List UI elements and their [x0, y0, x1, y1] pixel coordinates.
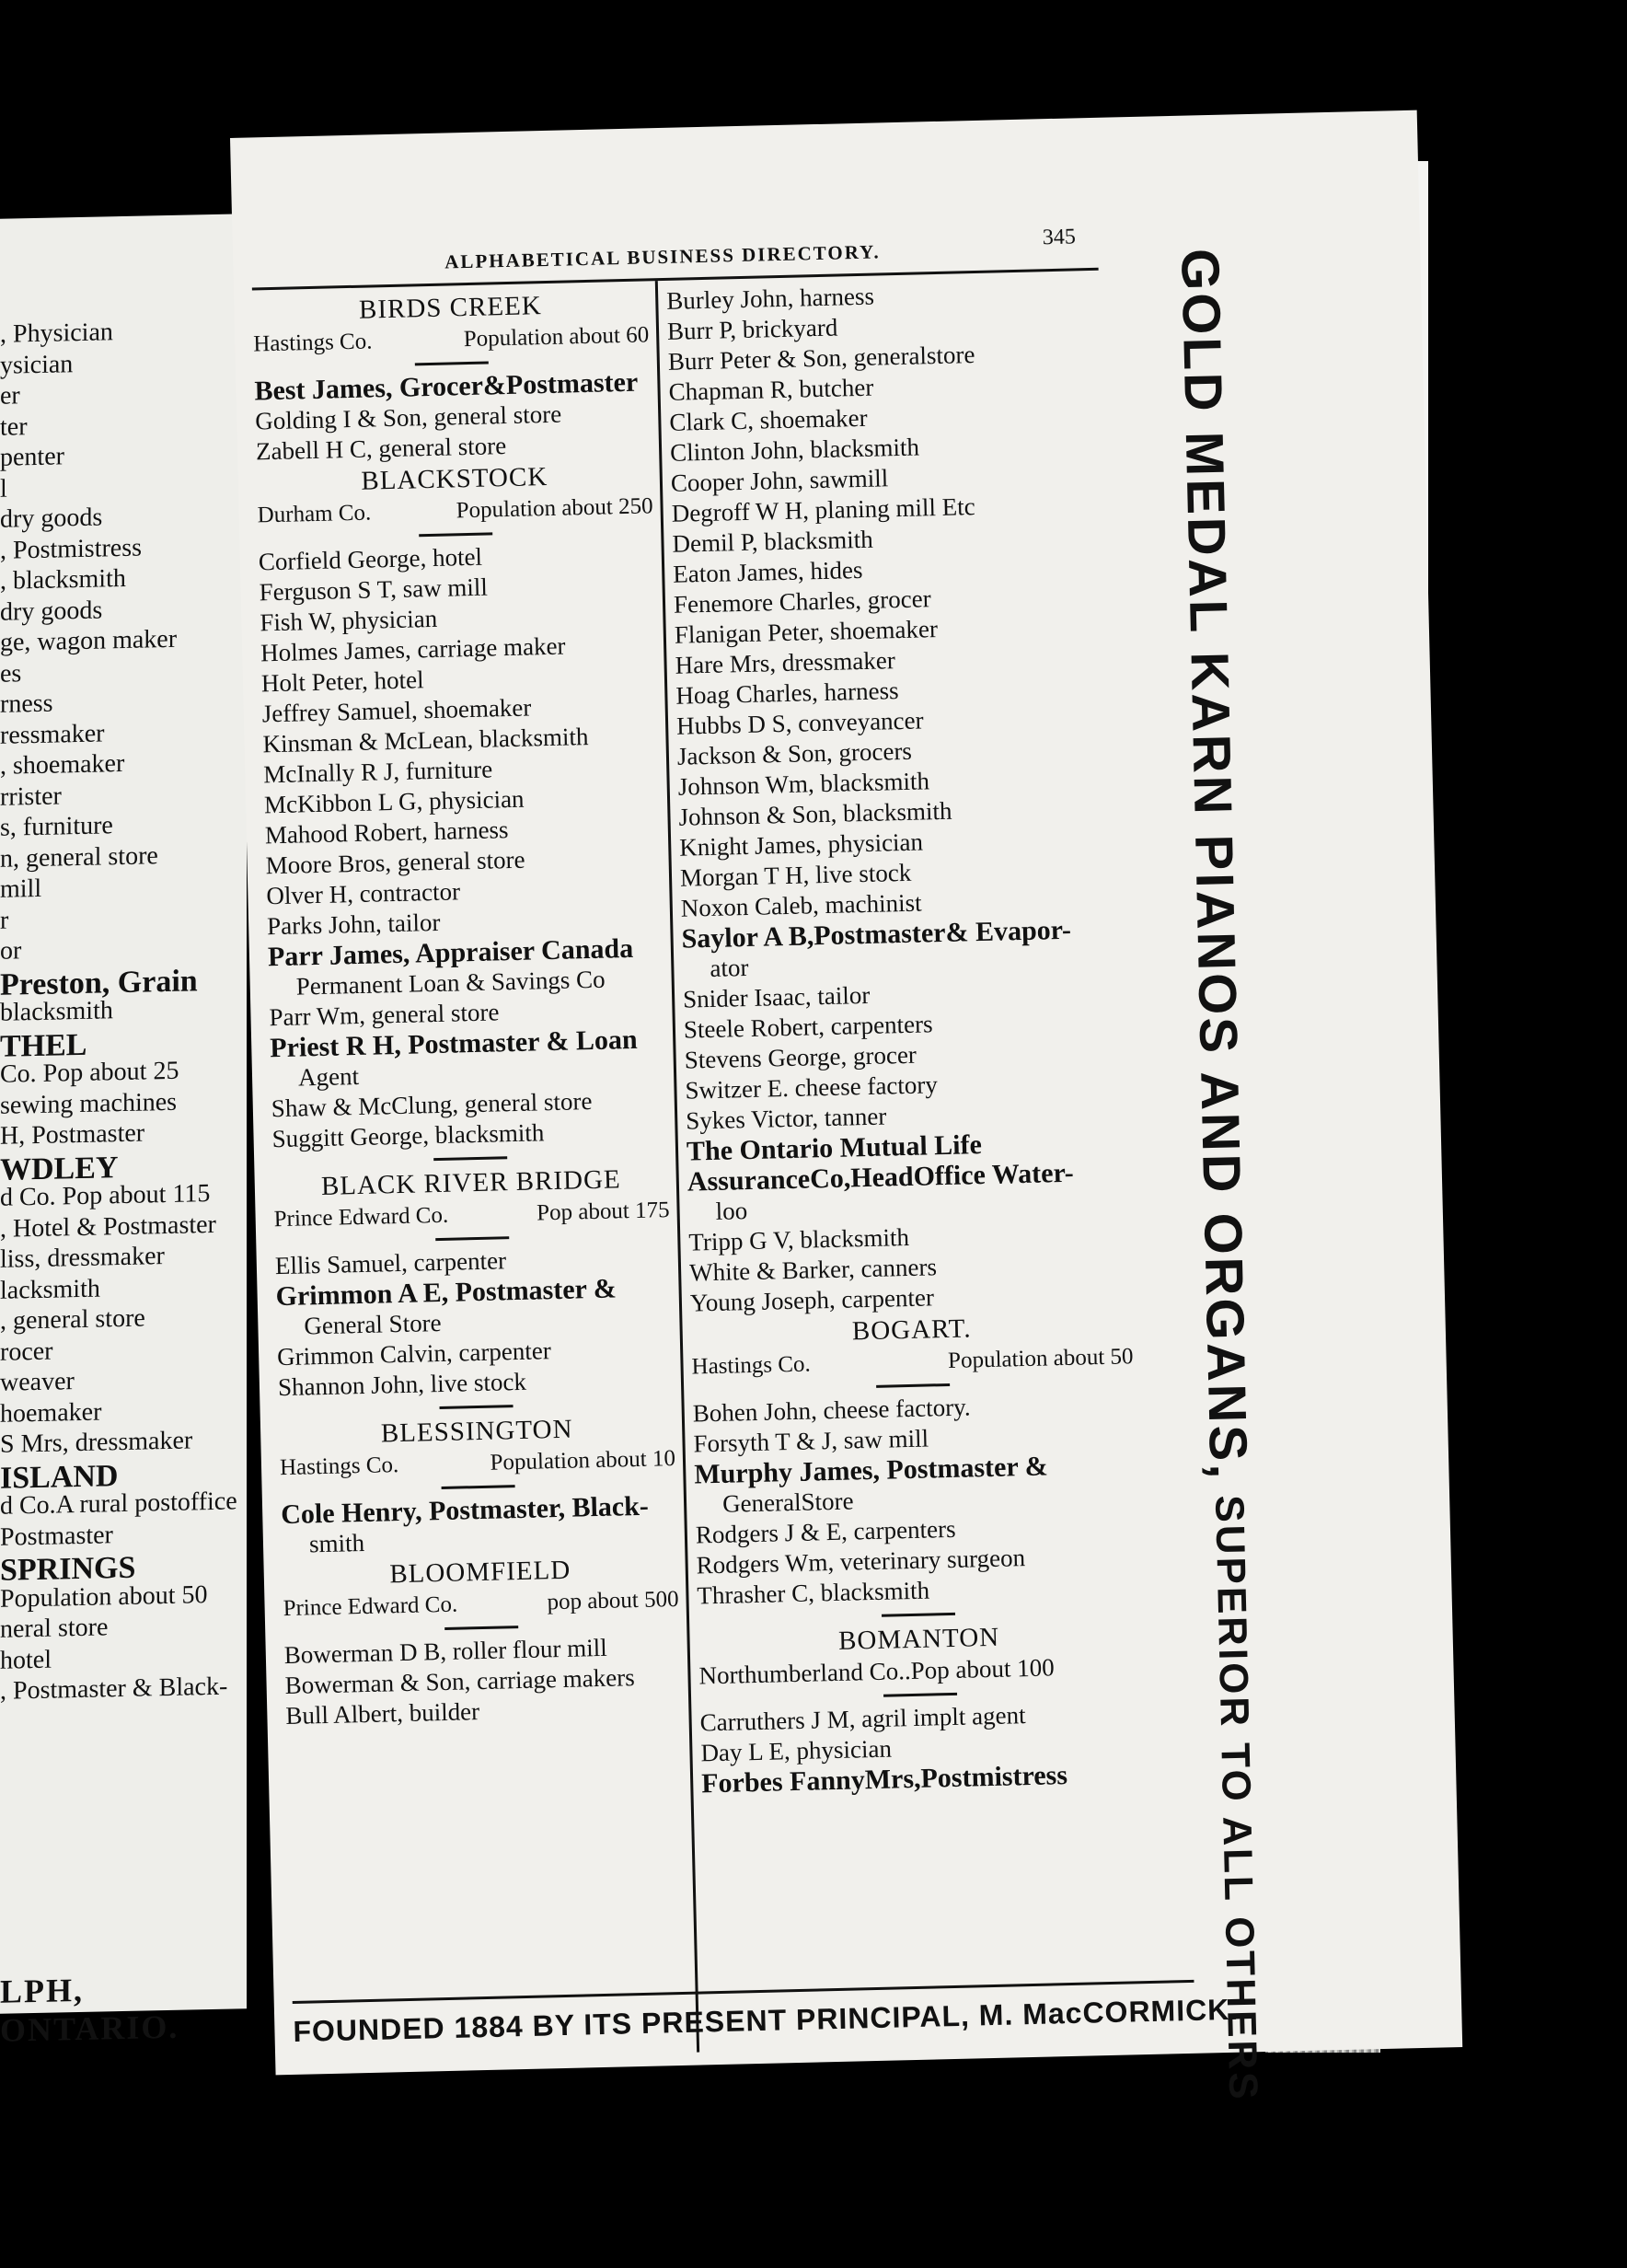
directory-page [230, 110, 1462, 2103]
directory-listing: Knight James, physician [678, 827, 924, 862]
directory-listing: Ferguson S T, saw mill [259, 573, 489, 607]
left-page-fragment [0, 214, 247, 2049]
directory-listing: Carruthers J M, agril implt agent [699, 1701, 1026, 1737]
directory-listing: Steele Robert, carpenters [683, 1010, 933, 1044]
left-page-line: r [0, 906, 9, 935]
listing-continuation: Agent [297, 1061, 360, 1092]
directory-listing: Sykes Victor, tanner [685, 1102, 887, 1135]
directory-listing: Morgan T H, live stock [679, 858, 912, 892]
directory-listing: Cole Henry, Postmaster, Black- [280, 1490, 650, 1531]
left-page-line: l [0, 474, 7, 503]
county-name: Hastings Co. [279, 1452, 399, 1481]
county-name: Hastings Co. [252, 329, 373, 357]
directory-listing: Olver H, contractor [266, 877, 461, 910]
directory-listing: Parr James, Appraiser Canada [267, 932, 634, 973]
directory-listing: Hoag Charles, harness [675, 677, 899, 710]
directory-listing: Snider Isaac, tailor [682, 980, 871, 1013]
directory-listing: Bohen John, cheese factory. [692, 1393, 971, 1428]
directory-listing: Thrasher C, blacksmith [697, 1576, 930, 1610]
page-header: ALPHABETICAL BUSINESS DIRECTORY. [444, 240, 881, 273]
directory-listing: Bowerman D B, roller flour mill [283, 1633, 608, 1670]
directory-listing: Burley John, harness [665, 282, 875, 315]
directory-listing: The Ontario Mutual Life [686, 1129, 983, 1167]
left-page-line: Population about 50 [0, 1580, 208, 1614]
directory-listing: Fenemore Charles, grocer [673, 584, 931, 619]
county-name: Hastings Co. [691, 1351, 812, 1380]
directory-listing: Priest R H, Postmaster & Loan [269, 1024, 638, 1064]
locality-heading: BOMANTON [837, 1622, 1000, 1656]
left-page-bottom-text: LPH, ONTARIO. [0, 1971, 179, 2049]
county-name: Durham Co. [257, 500, 372, 528]
directory-listing: White & Barker, canners [688, 1253, 938, 1287]
directory-listing: AssuranceCo,HeadOffice Water- [687, 1157, 1075, 1198]
directory-listing: Zabell H C, general store [255, 432, 507, 466]
left-page-line: SPRINGS [0, 1550, 136, 1588]
vertical-advertisement [1167, 248, 1275, 2102]
listing-continuation: ator [710, 953, 749, 982]
left-page-line: liss, dressmaker [0, 1242, 165, 1274]
directory-listing: Day L E, physician [700, 1734, 893, 1767]
left-page-line: d Co.A rural postoffice [0, 1487, 237, 1521]
left-page-line: rocer [0, 1336, 53, 1367]
directory-listing: Hubbs D S, conveyancer [675, 706, 924, 740]
directory-listing: Mahood Robert, harness [264, 816, 509, 850]
directory-listing: Parks John, tailor [266, 908, 441, 941]
left-page-line: hoemaker [0, 1396, 102, 1429]
directory-listing: Jackson & Son, grocers [676, 736, 913, 770]
left-page-line: Postmaster [0, 1520, 113, 1552]
directory-listing: Bowerman & Son, carriage makers [284, 1663, 635, 1700]
directory-listing: McInally R J, furniture [262, 755, 493, 789]
directory-listing: Shaw & McClung, general store [271, 1087, 593, 1123]
listing-continuation: loo [715, 1197, 748, 1225]
directory-listing: Suggitt George, blacksmith [271, 1118, 545, 1153]
directory-listing: Holmes James, carriage maker [260, 631, 566, 667]
directory-column-2 [666, 276, 1144, 1799]
left-page-line: , general store [0, 1303, 145, 1336]
left-page-line: rness [0, 688, 53, 719]
left-page-line: er [0, 381, 20, 411]
directory-listing: Flanigan Peter, shoemaker [674, 615, 939, 649]
directory-listing: Johnson Wm, blacksmith [677, 767, 930, 801]
directory-listing: Johnson & Son, blacksmith [678, 796, 952, 831]
directory-listing: Jeffrey Samuel, shoemaker [261, 693, 532, 728]
directory-listing: Rodgers Wm, veterinary surgeon [696, 1544, 1026, 1580]
left-page-line: , blacksmith [0, 563, 126, 596]
directory-listing: Parr Wm, general store [269, 998, 500, 1032]
directory-listing: Clinton John, blacksmith [669, 433, 920, 467]
locality-heading: BLOOMFIELD [388, 1555, 571, 1590]
left-page-line: rrister [0, 781, 62, 812]
directory-listing: Stevens George, grocer [684, 1040, 917, 1074]
directory-column-1 [252, 286, 682, 1731]
left-page-line: , Postmaster & Black- [0, 1672, 228, 1706]
locality-heading: BLACK RIVER BRIDGE [320, 1164, 622, 1201]
left-page-line: ter [0, 411, 28, 442]
left-page-line: mill [0, 874, 42, 904]
left-page-line: neral store [0, 1613, 109, 1644]
left-page-line: es [0, 658, 22, 688]
directory-listing: Murphy James, Postmaster & [693, 1451, 1049, 1490]
locality-heading: BOGART. [851, 1313, 972, 1347]
directory-listing: Saylor A B,Postmaster& Evapor- [681, 914, 1072, 955]
directory-listing: Burr P, brickyard [666, 313, 838, 345]
population: Population about 250 [456, 493, 653, 524]
listing-continuation: Permanent Loan & Savings Co [295, 965, 606, 1001]
directory-listing: Chapman R, butcher [668, 373, 874, 406]
left-page-line: lacksmith [0, 1274, 100, 1305]
directory-listing: Cooper John, sawmill [670, 464, 889, 497]
left-page-line: d Co. Pop about 115 [0, 1179, 211, 1212]
population: Pop about 175 [536, 1198, 670, 1226]
directory-listing: Holt Peter, hotel [260, 665, 424, 698]
population: Population about 60 [463, 322, 650, 353]
population: Population about 10 [490, 1446, 676, 1475]
left-page-line: H, Postmaster [0, 1118, 145, 1151]
directory-listing: Switzer E. cheese factory [685, 1070, 939, 1105]
left-page-line: dry goods [0, 503, 103, 534]
left-page-line: WDLEY [0, 1150, 119, 1187]
directory-listing: Kinsman & McLean, blacksmith [262, 723, 589, 758]
left-page-line: hotel [0, 1645, 52, 1675]
left-page-line: , shoemaker [0, 748, 125, 781]
left-page-line: penter [0, 442, 64, 472]
left-page-line: ysician [0, 349, 74, 380]
population: Population about 50 [947, 1344, 1134, 1373]
left-page-line: ge, wagon maker [0, 624, 178, 657]
left-page-line: n, general store [0, 840, 158, 874]
directory-listing: Noxon Caleb, machinist [680, 888, 922, 922]
locality-heading: BIRDS CREEK [358, 291, 543, 325]
left-page-line: sewing machines [0, 1087, 178, 1120]
left-page-line: or [0, 936, 22, 966]
directory-listing: Bull Albert, builder [285, 1697, 480, 1730]
population: pop about 500 [547, 1586, 679, 1615]
directory-listing: Moore Bros, general store [265, 845, 525, 880]
directory-listing: Eaton James, hides [672, 555, 863, 588]
listing-continuation: General Store [304, 1308, 442, 1340]
left-page-line: , Physician [0, 318, 113, 349]
directory-listing: Golding I & Son, general store [254, 399, 562, 435]
directory-listing: Grimmon A E, Postmaster & [275, 1273, 617, 1313]
directory-listing: Tripp G V, blacksmith [688, 1222, 910, 1256]
left-page-line: ressmaker [0, 718, 105, 750]
directory-listing: Grimmon Calvin, carpenter [276, 1336, 552, 1371]
page-number: 345 [1042, 225, 1077, 250]
left-page-line: weaver [0, 1367, 75, 1397]
left-page-line: blacksmith [0, 996, 113, 1027]
left-page-line: , Hotel & Postmaster [0, 1209, 216, 1244]
county-name: Prince Edward Co. [283, 1591, 458, 1622]
locality-heading: BLESSINGTON [380, 1414, 573, 1449]
directory-listing: Best James, Grocer&Postmaster [254, 366, 639, 407]
ad-tail-text: SUPERIOR TO ALL OTHERS [1206, 1480, 1266, 2103]
directory-listing: Northumberland Co..Pop about 100 [698, 1653, 1055, 1690]
directory-listing: Ellis Samuel, carpenter [274, 1246, 507, 1280]
left-page-line: dry goods [0, 595, 103, 627]
left-page-line: s, furniture [0, 811, 113, 842]
directory-listing: Shannon John, live stock [277, 1367, 527, 1402]
directory-listing: Forbes FannyMrs,Postmistress [700, 1760, 1068, 1799]
locality-heading: BLACKSTOCK [361, 461, 548, 496]
directory-listing: McKibbon L G, physician [263, 784, 525, 819]
directory-listing: Clark C, shoemaker [669, 403, 868, 436]
directory-listing: Rodgers J & E, carpenters [695, 1514, 956, 1549]
directory-listing: Degroff W H, planing mill Etc [671, 492, 975, 527]
left-page-line: ISLAND [0, 1458, 119, 1496]
listing-continuation: smith [308, 1528, 365, 1558]
listing-continuation: GeneralStore [721, 1487, 854, 1518]
directory-listing: Hare Mrs, dressmaker [675, 646, 896, 679]
directory-listing: Corfield George, hotel [258, 542, 483, 576]
left-page-line: Co. Pop about 25 [0, 1056, 179, 1089]
ad-main-text: GOLD MEDAL KARN PIANOS AND ORGANS, [1170, 248, 1259, 1482]
left-page-line: , Postmistress [0, 533, 143, 565]
left-page-line: Preston, Grain [0, 963, 198, 1002]
directory-listing: Burr Peter & Son, generalstore [667, 340, 975, 376]
directory-listing: Forsyth T & J, saw mill [693, 1424, 929, 1458]
left-page-line: THEL [0, 1027, 87, 1064]
directory-listing: Young Joseph, carpenter [689, 1283, 935, 1317]
page-footer: FOUNDED 1884 BY ITS PRESENT PRINCIPAL, M. MacCORMICK. [293, 1992, 1240, 2048]
left-page-line: S Mrs, dressmaker [0, 1426, 193, 1459]
directory-listing: Fish W, physician [260, 604, 438, 637]
directory-listing: Demil P, blacksmith [672, 525, 874, 558]
county-name: Prince Edward Co. [273, 1202, 449, 1232]
